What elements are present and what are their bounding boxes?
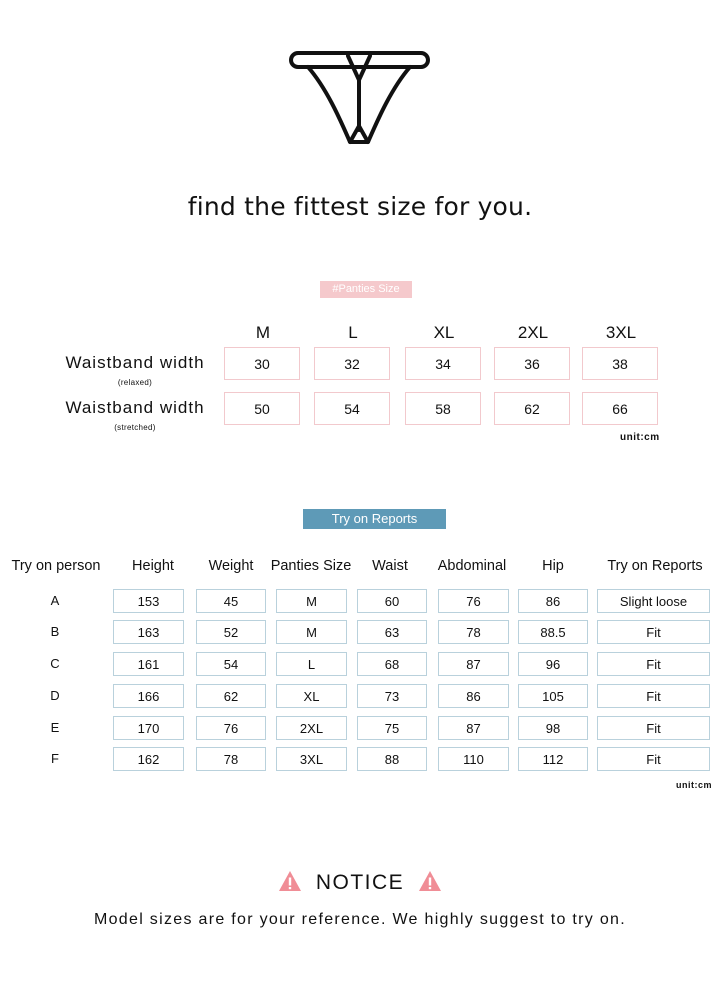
try-on-header: Height — [132, 558, 174, 574]
size-header-xl: XL — [433, 323, 455, 342]
try-on-cell-height: 163 — [113, 620, 184, 644]
waistband-stretched-label — [50, 399, 220, 437]
try-on-cell-report: Fit — [597, 620, 710, 644]
size-header-2xl: 2XL — [517, 323, 549, 342]
size-header-m: M — [255, 323, 271, 342]
try-on-cell-abdominal: 110 — [438, 747, 509, 771]
try-on-unit-label: unit:cm — [676, 780, 712, 790]
try-on-cell-waist: 73 — [357, 684, 427, 708]
try-on-cell-hip: 96 — [518, 652, 588, 676]
waistband-relaxed-label — [50, 354, 220, 392]
panties-size-tag: #Panties Size — [320, 281, 412, 298]
try-on-cell-waist: 68 — [357, 652, 427, 676]
try-on-cell-weight: 62 — [196, 684, 266, 708]
size-value-cell: 32 — [314, 347, 390, 380]
warning-icon — [278, 870, 302, 892]
try-on-header: Panties Size — [270, 558, 352, 574]
try-on-cell-report: Fit — [597, 716, 710, 740]
try-on-cell-size: XL — [276, 684, 347, 708]
size-value-cell: 66 — [582, 392, 658, 425]
row-sub-label: (relaxed) — [117, 378, 153, 387]
size-value-cell: 54 — [314, 392, 390, 425]
try-on-cell-hip: 88.5 — [518, 620, 588, 644]
panties-outline-icon — [284, 46, 436, 148]
try-on-person: C — [50, 656, 60, 671]
size-value-cell: 30 — [224, 347, 300, 380]
row-label-text: Waistband width — [65, 353, 205, 372]
try-on-cell-weight: 78 — [196, 747, 266, 771]
size-value-cell: 38 — [582, 347, 658, 380]
try-on-cell-weight: 52 — [196, 620, 266, 644]
warning-icon — [418, 870, 442, 892]
try-on-cell-report: Fit — [597, 652, 710, 676]
try-on-cell-abdominal: 87 — [438, 652, 509, 676]
try-on-person: A — [50, 593, 60, 608]
try-on-cell-report: Fit — [597, 684, 710, 708]
try-on-header: Try on person — [11, 558, 101, 574]
try-on-cell-size: L — [276, 652, 347, 676]
try-on-cell-height: 161 — [113, 652, 184, 676]
try-on-cell-size: M — [276, 620, 347, 644]
size-header-3xl: 3XL — [605, 323, 637, 342]
size-value-cell: 50 — [224, 392, 300, 425]
try-on-cell-report: Slight loose — [597, 589, 710, 613]
try-on-cell-weight: 54 — [196, 652, 266, 676]
size-value-cell: 58 — [405, 392, 481, 425]
try-on-reports-tag: Try on Reports — [303, 509, 446, 529]
try-on-cell-abdominal: 87 — [438, 716, 509, 740]
notice-heading — [0, 870, 720, 895]
size-unit-label: unit:cm — [620, 432, 660, 443]
try-on-cell-size: 3XL — [276, 747, 347, 771]
try-on-cell-report: Fit — [597, 747, 710, 771]
try-on-header: Weight — [208, 558, 254, 574]
try-on-cell-height: 166 — [113, 684, 184, 708]
try-on-header: Waist — [372, 558, 408, 574]
try-on-person: D — [50, 688, 60, 703]
try-on-cell-waist: 60 — [357, 589, 427, 613]
try-on-header: Abdominal — [437, 558, 507, 574]
try-on-person: F — [51, 751, 59, 766]
try-on-cell-waist: 63 — [357, 620, 427, 644]
size-value-cell: 62 — [494, 392, 570, 425]
try-on-cell-hip: 86 — [518, 589, 588, 613]
try-on-cell-abdominal: 86 — [438, 684, 509, 708]
row-label-text: Waistband width — [65, 398, 205, 417]
try-on-cell-waist: 88 — [357, 747, 427, 771]
notice-title: NOTICE — [315, 871, 405, 894]
try-on-cell-height: 162 — [113, 747, 184, 771]
try-on-cell-hip: 98 — [518, 716, 588, 740]
try-on-cell-abdominal: 76 — [438, 589, 509, 613]
try-on-cell-height: 170 — [113, 716, 184, 740]
try-on-cell-weight: 76 — [196, 716, 266, 740]
try-on-cell-size: M — [276, 589, 347, 613]
notice-text: Model sizes are for your reference. We highly suggest to try on. — [93, 911, 626, 928]
try-on-cell-size: 2XL — [276, 716, 347, 740]
try-on-cell-weight: 45 — [196, 589, 266, 613]
try-on-person: E — [50, 720, 60, 735]
try-on-cell-abdominal: 78 — [438, 620, 509, 644]
try-on-header: Try on Reports — [607, 558, 703, 574]
try-on-cell-hip: 112 — [518, 747, 588, 771]
try-on-cell-hip: 105 — [518, 684, 588, 708]
size-header-l: L — [348, 323, 358, 342]
try-on-person: B — [50, 624, 60, 639]
try-on-cell-waist: 75 — [357, 716, 427, 740]
row-sub-label: (stretched) — [114, 423, 156, 432]
try-on-header: Hip — [542, 558, 564, 574]
try-on-cell-height: 153 — [113, 589, 184, 613]
size-value-cell: 36 — [494, 347, 570, 380]
page-headline: find the fittest size for you. — [187, 192, 533, 221]
size-value-cell: 34 — [405, 347, 481, 380]
